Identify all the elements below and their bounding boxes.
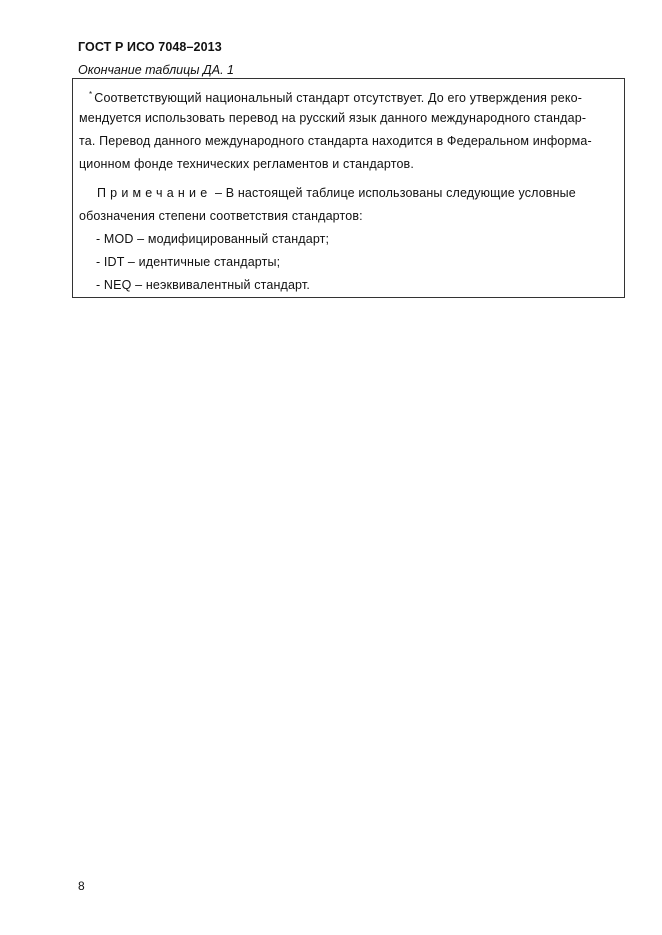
table-note-box (72, 78, 625, 298)
note-item-neq: - NEQ – неэквивалентный стандарт. (96, 278, 310, 292)
note-line-1 (97, 185, 576, 201)
note-item-idt: - IDT – идентичные стандарты; (96, 255, 281, 269)
note-item-mod: - MOD – модифицированный стандарт; (96, 232, 330, 246)
document-header: ГОСТ Р ИСО 7048–2013 (78, 40, 222, 54)
footnote-line-2: мендуется использовать перевод на русский язык данного международного стандар- (79, 111, 587, 125)
footnote-line-4: ционном фонде технических регламентов и стандартов. (79, 157, 414, 171)
note-line-1-text: – В настоящей таблице использованы следующие условные (211, 186, 576, 200)
table-caption: Окончание таблицы ДА. 1 (78, 63, 234, 77)
footnote-line-3: та. Перевод данного международного стандарта находится в Федеральном информа- (79, 134, 592, 148)
footnote-line-1-text: Соответствующий национальный стандарт отсутствует. До его утверждения реко- (94, 91, 583, 105)
footnote-line-1 (89, 87, 582, 106)
footnote-mark: * (89, 90, 93, 99)
note-label: Примечание (97, 186, 212, 200)
page-number: 8 (78, 879, 85, 893)
note-line-2: обозначения степени соответствия стандартов: (79, 209, 363, 223)
